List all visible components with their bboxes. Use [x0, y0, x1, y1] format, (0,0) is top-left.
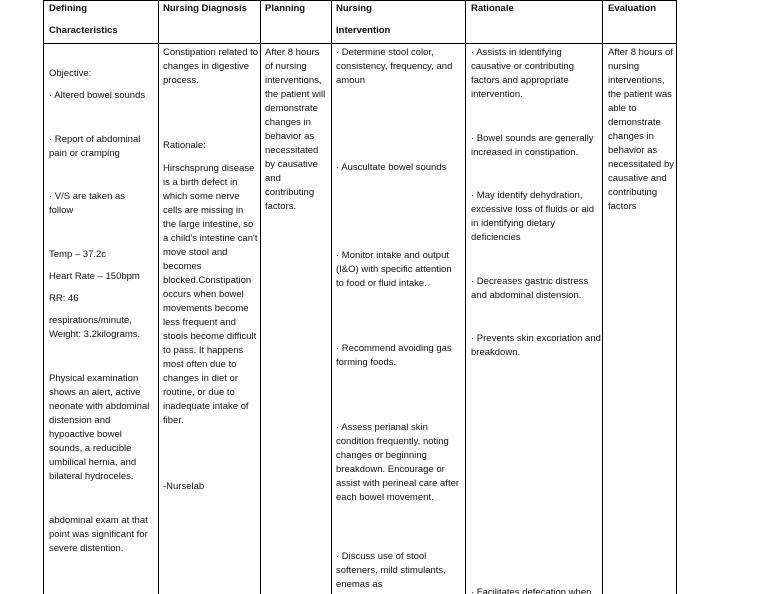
vital-rr: RR: 46	[49, 293, 79, 304]
header-label: Characteristics	[49, 25, 118, 36]
defining-item: · V/S are taken as follow	[49, 191, 126, 216]
physical-exam-text: Physical examination shows an alert, active neonate with abdominal distension and hypoactive bowel sounds, a reducible umbilical hernia, and bilateral hydroceles.	[49, 373, 150, 482]
table-border-left	[43, 0, 44, 594]
header-defining-characteristics	[49, 2, 154, 38]
header-row-divider	[43, 43, 677, 44]
evaluation-text: After 8 hours of nursing interventions, the patient was able to demonstrate changes in behavior as necessitated by causative and contributing factors	[608, 47, 675, 212]
diagnosis-statement: Constipation related to changes in digestive process.	[163, 47, 259, 86]
diagnosis-rationale-label: Rationale:	[163, 140, 206, 151]
column-divider	[260, 0, 261, 594]
planning-text: After 8 hours of nursing interventions, the patient will demonstrate changes in behavior as necessitated by causative and contributing factors.	[265, 47, 326, 212]
objective-label: Objective:	[49, 68, 92, 79]
diagnosis-rationale-text: Hirschsprung disease is a birth defect in which some nerve cells are missing in the large intestine, so a child's intestine can't move stool and becomes blocked.Constipation occurs when bowel movements become less frequent and stools become difficult to pass. It happens most often due to changes in diet or routine, or due to inadequate intake of fiber.	[163, 163, 258, 426]
intervention-item: · Monitor intake and output (I&O) with specific attention to food or fluid intake.	[336, 250, 452, 289]
vital-respirations-weight: respirations/minute, Weight: 3.2kilograms.	[49, 315, 141, 340]
defining-item: · Altered bowel sounds	[49, 90, 146, 101]
rationale-item: · Prevents skin excoriation and breakdown.	[471, 333, 601, 358]
intervention-item: · Auscultate bowel sounds	[336, 162, 447, 173]
table-border-right	[676, 0, 677, 594]
intervention-item: · Assess perianal skin condition frequently, noting changes or beginning breakdown. Encourage or assist with perineal care after each bowel movement.	[336, 422, 460, 503]
header-nursing-diagnosis: Nursing Diagnosis	[163, 3, 247, 14]
header-rationale: Rationale	[471, 3, 514, 14]
header-evaluation: Evaluation	[608, 3, 657, 14]
header-label: Intervention	[336, 25, 391, 36]
vital-heart-rate: Heart Rate – 150bpm	[49, 271, 140, 282]
intervention-item: · Discuss use of stool softeners, mild stimulants, enemas as	[336, 551, 446, 590]
header-nursing-intervention	[336, 2, 462, 38]
rationale-item: · Assists in identifying causative or contributing factors and appropriate intervention.	[471, 47, 574, 100]
header-label: Defining	[49, 3, 87, 14]
intervention-item: · Recommend avoiding gas forming foods.	[336, 343, 452, 368]
abdominal-exam-text: abdominal exam at that point was significant for severe distention.	[49, 515, 148, 554]
column-divider	[602, 0, 603, 594]
column-divider	[465, 0, 466, 594]
column-divider	[158, 0, 159, 594]
rationale-item: · Decreases gastric distress and abdominal distension.	[471, 276, 589, 301]
header-label: Nursing	[336, 3, 372, 14]
defining-item: · Report of abdominal pain or cramping	[49, 134, 141, 159]
column-divider	[331, 0, 332, 594]
table-border-top	[43, 0, 677, 1]
vital-temp: Temp – 37.2c	[49, 249, 107, 260]
diagnosis-source: -Nurselab	[163, 481, 205, 492]
rationale-item: · Bowel sounds are generally increased in constipation.	[471, 133, 594, 158]
header-planning: Planning	[265, 3, 306, 14]
rationale-item: · May identify dehydration, excessive loss of fluids or aid in identifying dietary deficiencies	[471, 190, 595, 243]
rationale-item: · Facilitates defecation when	[471, 587, 592, 594]
intervention-item: · Determine stool color, consistency, frequency, and amoun	[336, 47, 453, 86]
